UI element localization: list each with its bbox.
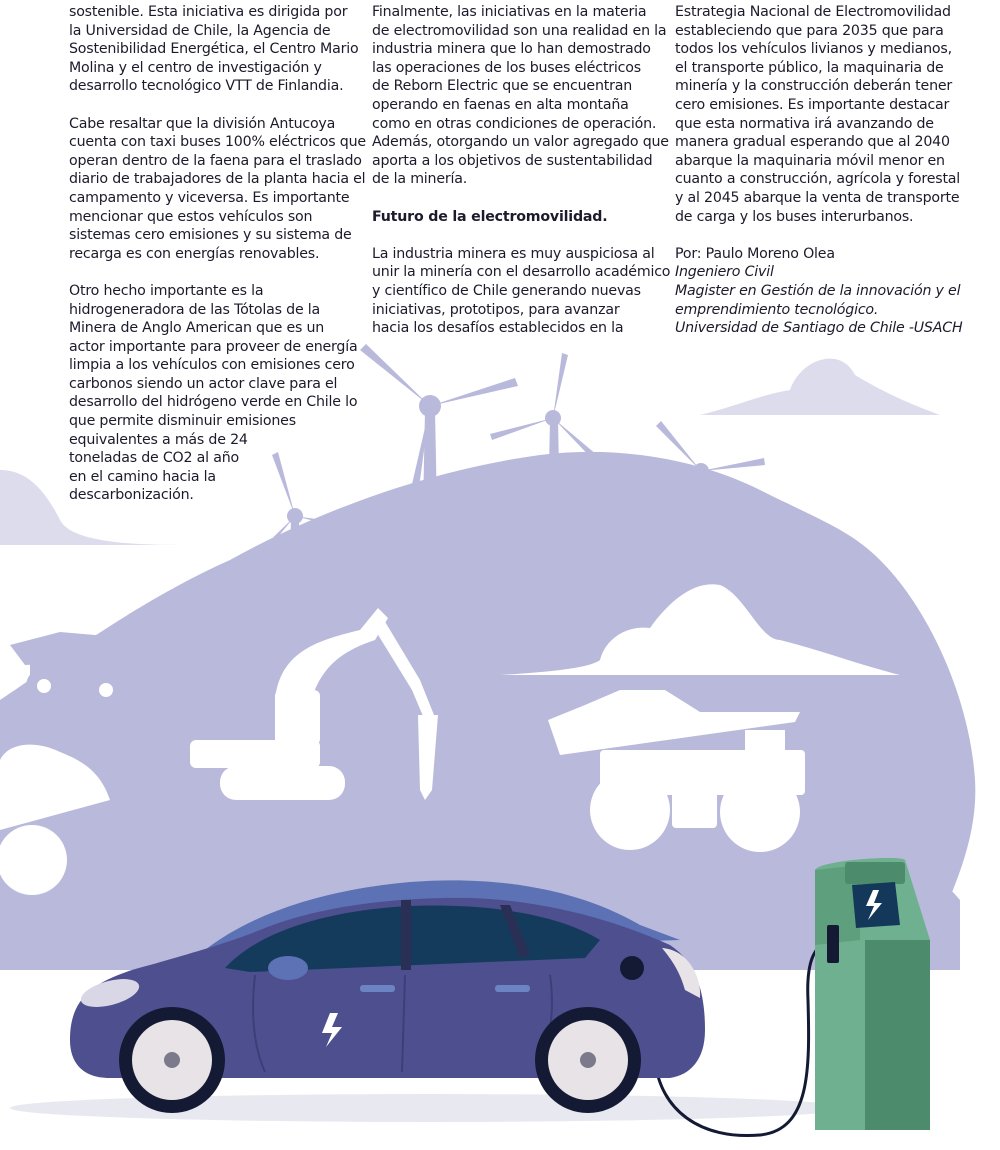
text-line: emprendimiento tecnológico. xyxy=(675,301,879,318)
text-line: Futuro de la electromovilidad. xyxy=(372,208,608,225)
text-line: descarbonización. xyxy=(69,487,194,504)
paragraph-spacer xyxy=(372,189,667,208)
text-line: las operaciones de los buses eléctricos xyxy=(372,59,641,76)
window-pillar xyxy=(401,900,411,970)
text-line: en el camino hacia la xyxy=(69,468,216,485)
text-line: toneladas de CO2 al año xyxy=(69,450,239,467)
text-line: Molina y el centro de investigación y xyxy=(69,59,322,76)
text-line: Otro hecho importante es la xyxy=(69,282,264,299)
text-line: Por: Paulo Moreno Olea xyxy=(675,245,835,262)
text-line: hidrogeneradora de las Tótolas de la xyxy=(69,301,321,318)
text-line: que permite disminuir emisiones xyxy=(69,413,296,430)
text-line: campamento y viceversa. Es importante xyxy=(69,189,350,206)
text-line: minería y la construcción deberán tener xyxy=(675,78,953,95)
text-line: industria minera que lo han demostrado xyxy=(372,41,651,58)
text-line: aporta a los objetivos de sustentabilidad xyxy=(372,152,653,169)
text-line: Universidad de Santiago de Chile -USACH xyxy=(675,320,963,337)
paragraph xyxy=(372,245,671,338)
text-line: operando en faenas en alta montaña xyxy=(372,96,629,113)
paragraph xyxy=(675,263,985,337)
paragraph-spacer xyxy=(69,263,359,282)
text-line: el transporte público, la maquinaria de xyxy=(675,59,944,76)
text-line: Minera de Anglo American que es un xyxy=(69,320,325,337)
text-line: operan dentro de la faena para el traslado xyxy=(69,152,362,169)
side-mirror xyxy=(268,956,308,980)
door-handle xyxy=(495,985,530,992)
paragraph xyxy=(675,3,985,226)
text-line: actor importante para proveer de energía xyxy=(69,338,358,355)
section-heading xyxy=(372,208,667,227)
paragraph xyxy=(69,115,366,264)
text-line: desarrollo tecnológico VTT de Finlandia. xyxy=(69,78,344,95)
door-handle xyxy=(360,985,395,992)
text-line: unir la minería con el desarrollo académico xyxy=(372,264,671,281)
paragraph xyxy=(675,245,985,264)
text-line: cuenta con taxi buses 100% eléctricos que xyxy=(69,134,366,151)
text-line: mencionar que estos vehículos son xyxy=(69,208,313,225)
text-line: Magister en Gestión de la innovación y el xyxy=(675,282,961,299)
text-line: de Reborn Electric que se encuentran xyxy=(372,78,633,95)
text-line: manera gradual esperando que al 2040 xyxy=(675,134,950,151)
text-line: iniciativas, prototipos, para avanzar xyxy=(372,301,620,318)
text-line: la Universidad de Chile, la Agencia de xyxy=(69,22,331,39)
text-line: recarga es con energías renovables. xyxy=(69,245,320,262)
text-column-left xyxy=(69,3,366,505)
text-line: diario de trabajadores de la planta hacia el xyxy=(69,171,366,188)
paragraph xyxy=(372,3,667,189)
text-line: abarque la maquinaria móvil menor en xyxy=(675,152,945,169)
text-line: cuanto a construcción, agrícola y forestal xyxy=(675,171,961,188)
text-line: Cabe resaltar que la división Antucoya xyxy=(69,115,336,132)
text-line: Estrategia Nacional de Electromovilidad xyxy=(675,4,951,20)
text-line: limpia a los vehículos con emisiones cero xyxy=(69,357,355,374)
charging-plug xyxy=(827,925,839,963)
paragraph-spacer xyxy=(69,96,359,115)
text-line: y al 2045 abarque la venta de transporte xyxy=(675,189,960,206)
rear-wheel xyxy=(535,1007,641,1113)
text-line: Sostenibilidad Energética, el Centro Mario xyxy=(69,41,359,58)
text-line: hacia los desafíos establecidos en la xyxy=(372,320,624,337)
text-line: de electromovilidad son una realidad en la xyxy=(372,22,667,39)
paragraph xyxy=(69,3,359,96)
text-line: todos los vehículos livianos y medianos, xyxy=(675,41,952,58)
charging-port xyxy=(620,956,644,980)
text-line: de carga y los buses interurbanos. xyxy=(675,208,914,225)
text-line: Finalmente, las iniciativas en la materia xyxy=(372,4,647,20)
text-line: sostenible. Esta iniciativa es dirigida por xyxy=(69,4,348,20)
text-column-right xyxy=(675,3,985,338)
paragraph xyxy=(69,282,359,505)
text-line: Además, otorgando un valor agregado que xyxy=(372,134,669,151)
text-line: desarrollo del hidrógeno verde en Chile lo xyxy=(69,394,358,411)
text-line: equivalentes a más de 24 xyxy=(69,431,248,448)
text-line: carbonos siendo un actor clave para el xyxy=(69,375,338,392)
text-line: Ingeniero Civil xyxy=(675,264,774,281)
far-right-cloud xyxy=(700,359,940,415)
charging-station xyxy=(815,858,930,1130)
front-wheel xyxy=(119,1007,225,1113)
text-line: sistemas cero emisiones y su sistema de xyxy=(69,227,352,244)
text-line: que esta normativa irá avanzando de xyxy=(675,115,934,132)
text-line: cero emisiones. Es importante destacar xyxy=(675,96,950,113)
text-line: y científico de Chile generando nuevas xyxy=(372,282,641,299)
text-line: de la minería. xyxy=(372,171,468,188)
text-line: estableciendo que para 2035 que para xyxy=(675,22,944,39)
paragraph-spacer xyxy=(675,226,985,245)
text-column-middle xyxy=(372,3,671,338)
rock-pile xyxy=(0,825,67,895)
text-line: como en otras condiciones de operación. xyxy=(372,115,657,132)
text-line: La industria minera es muy auspiciosa al xyxy=(372,245,655,262)
paragraph-spacer xyxy=(372,226,667,245)
